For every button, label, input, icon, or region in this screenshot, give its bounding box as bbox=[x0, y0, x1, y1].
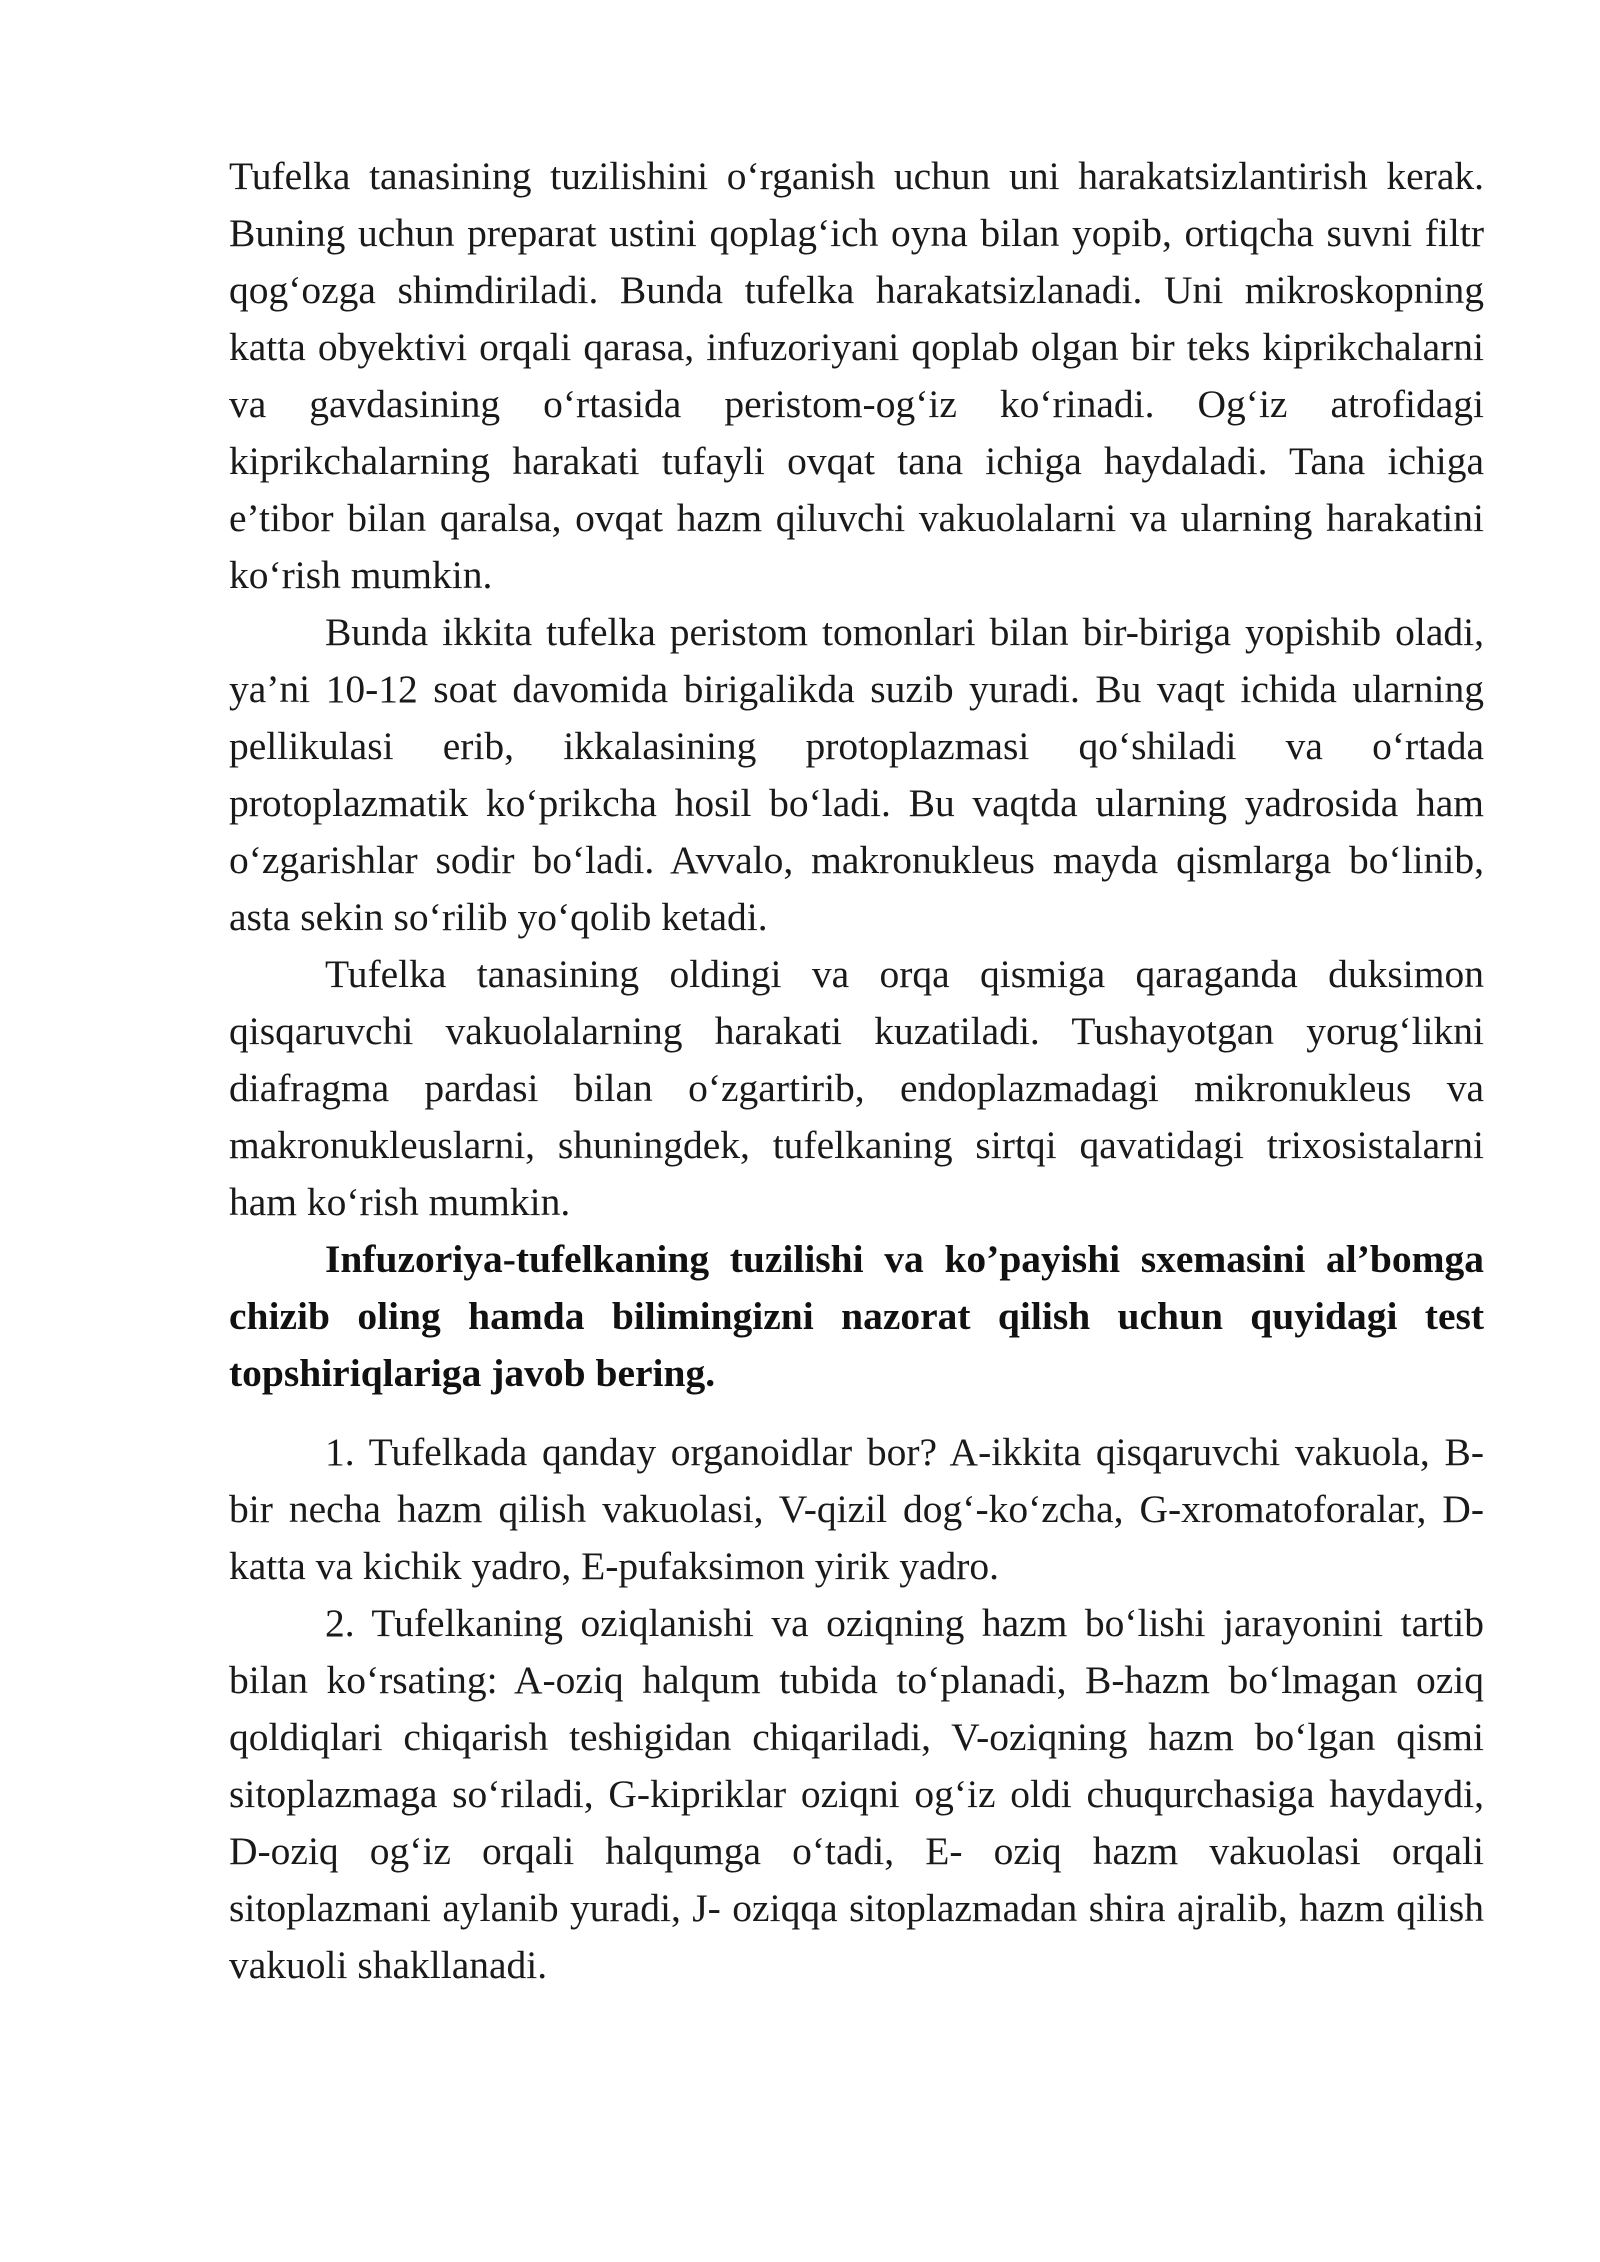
task-heading: Infuzoriya-tufelkaning tuzilishi va ko’payishi sxemasini al’bomga chizib oling hamda bilimingizni nazorat qilish uchun quyidagi test topshiriqlariga javob bering. bbox=[229, 1237, 1484, 1395]
question-1: 1. Tufelkada qanday organoidlar bor? A-ikkita qisqaruvchi vakuola, B-bir necha hazm qilish vakuolasi, V-qizil dog‘-ko‘zcha, G-xromatoforalar, D-katta va kichik yadro, E-pufaksimon yirik yadro. bbox=[229, 1430, 1484, 1588]
paragraph-observation: Tufelka tanasining tuzilishini o‘rganish uchun uni harakatsizlantirish kerak. Buning uchun preparat ustini qoplag‘ich oyna bilan yopib, ortiqcha suvni filtr qog‘ozga shimdiriladi. Bunda tufelka harakatsizlanadi. Uni mikroskopning katta obyektivi orqali qarasa, infuzoriyani qoplab olgan bir teks kiprikchalarni va gavdasining o‘rtasida peristom-og‘iz ko‘rinadi. Og‘iz atrofidagi kiprikchalarning harakati tufayli ovqat tana ichiga haydaladi. Tana ichiga e’tibor bilan qaralsa, ovqat hazm qiluvchi vakuolalarni va ularning harakatini ko‘rish mumkin. bbox=[229, 154, 1484, 597]
question-2: 2. Tufelkaning oziqlanishi va oziqning hazm bo‘lishi jarayonini tartib bilan ko‘rsating: A-oziq halqum tubida to‘planadi, B-hazm bo‘lmagan oziq qoldiqlari chiqarish teshigidan chiqariladi, V-oziqning hazm bo‘lgan qismi sitoplazmaga so‘riladi, G-kipriklar oziqni og‘iz oldi chuqurchasiga haydaydi, D-oziq og‘iz orqali halqumga o‘tadi, E- oziq hazm vakuolasi orqali sitoplazmani aylanib yuradi, J- oziqqa sitoplazmadan shira ajralib, hazm qilish vakuoli shakllanadi. bbox=[229, 1601, 1484, 1987]
document-page bbox=[229, 148, 1484, 1994]
paragraph-conjugation: Bunda ikkita tufelka peristom tomonlari bilan bir-biriga yopishib oladi, ya’ni 10-12 soat davomida birigalikda suzib yuradi. Bu vaqt ichida ularning pellikulasi erib, ikkalasining protoplazmasi qo‘shiladi va o‘rtada protoplazmatik ko‘prikcha hosil bo‘ladi. Bu vaqtda ularning yadrosida ham o‘zgarishlar sodir bo‘ladi. Avvalo, makronukleus mayda qismlarga bo‘linib, asta sekin so‘rilib yo‘qolib ketadi. bbox=[229, 610, 1484, 939]
paragraph-vacuoles: Tufelka tanasining oldingi va orqa qismiga qaraganda duksimon qisqaruvchi vakuolalarning harakati kuzatiladi. Tushayotgan yorug‘likni diafragma pardasi bilan o‘zgartirib, endoplazmadagi mikronukleus va makronukleuslarni, shuningdek, tufelkaning sirtqi qavatidagi trixosistalarni ham ko‘rish mumkin. bbox=[229, 952, 1484, 1224]
